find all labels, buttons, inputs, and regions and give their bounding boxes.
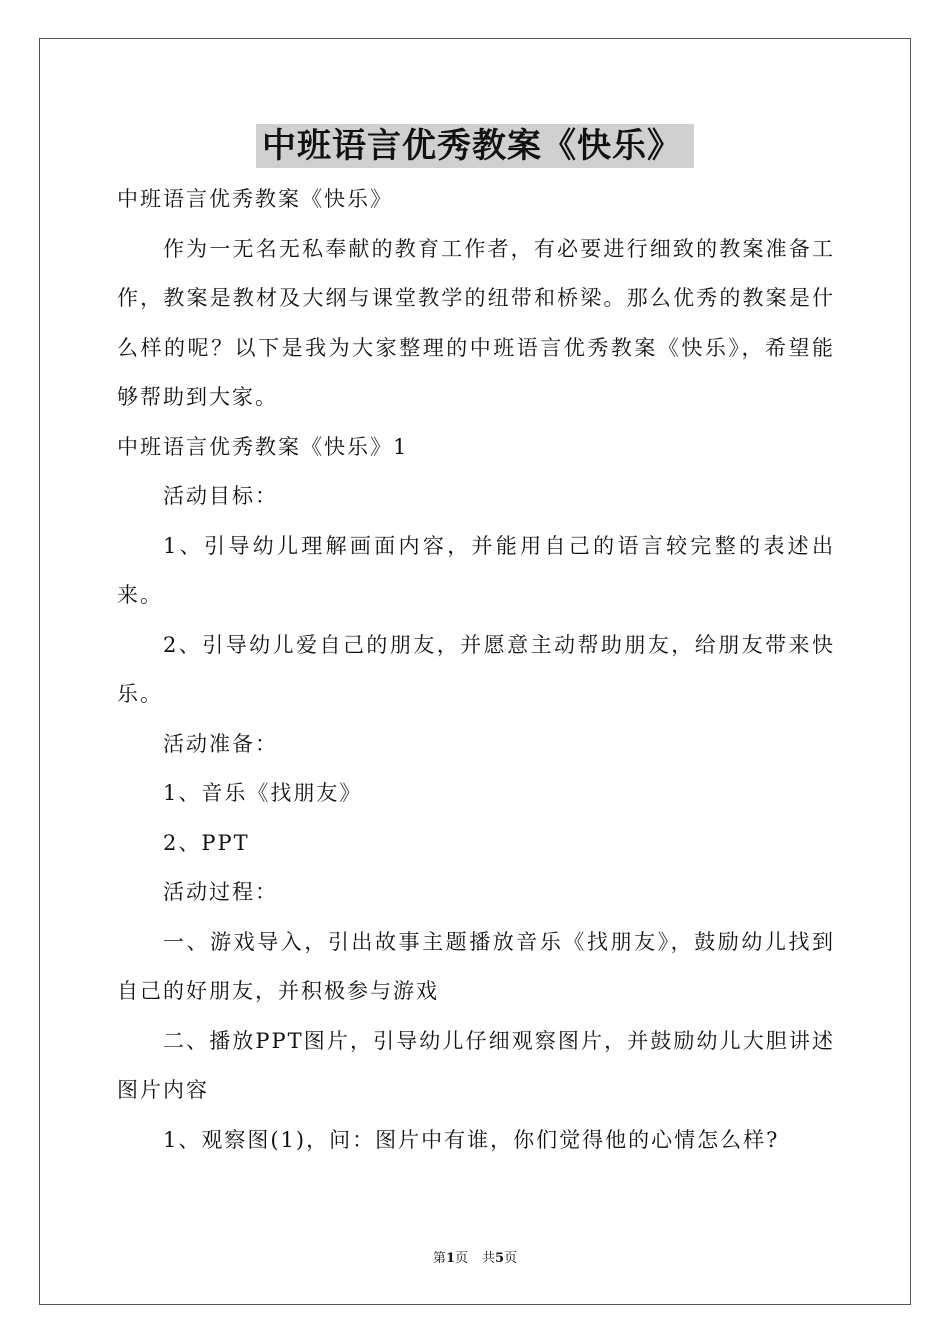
document-title: 中班语言优秀教案《快乐》 [256, 124, 694, 168]
paragraph: 1、引导幼儿理解画面内容，并能用自己的语言较完整的表述出来。 [117, 533, 835, 607]
current-page-number: 1 [445, 1251, 455, 1266]
title-area [0, 124, 950, 168]
paragraph: 2、引导幼儿爱自己的朋友，并愿意主动帮助朋友，给朋友带来快乐。 [117, 632, 835, 706]
paragraph: 二、播放PPT图片，引导幼儿仔细观察图片，并鼓励幼儿大胆讲述图片内容 [117, 1028, 835, 1102]
paragraph: 2、PPT [163, 830, 250, 855]
paragraph: 活动过程： [163, 880, 278, 904]
paragraph: 中班语言优秀教案《快乐》1 [117, 434, 409, 459]
paragraph: 活动准备： [163, 731, 278, 756]
total-label-prefix: 共 [482, 1251, 496, 1266]
paragraph: 1、音乐《找朋友》 [163, 781, 363, 805]
page-footer [0, 1247, 950, 1266]
document-body [117, 175, 835, 1165]
paragraph: 活动目标： [163, 484, 278, 508]
total-page-count: 5 [495, 1251, 505, 1266]
page-label-suffix: 页 [454, 1251, 468, 1266]
paragraph: 1、观察图(1)，问：图片中有谁，你们觉得他的心情怎么样? [163, 1127, 780, 1152]
paragraph: 一、游戏导入，引出故事主题播放音乐《找朋友》，鼓励幼儿找到自己的好朋友，并积极参与游戏 [117, 929, 835, 1003]
page-label-prefix: 第 [432, 1251, 446, 1266]
paragraph: 作为一无名无私奉献的教育工作者，有必要进行细致的教案准备工作，教案是教材及大纲与课堂教学的纽带和桥梁。那么优秀的教案是什么样的呢？以下是我为大家整理的中班语言优秀教案《快乐》，希望能够帮助到大家。 [117, 236, 835, 409]
paragraph: 中班语言优秀教案《快乐》 [117, 187, 393, 211]
total-label-suffix: 页 [504, 1251, 518, 1266]
